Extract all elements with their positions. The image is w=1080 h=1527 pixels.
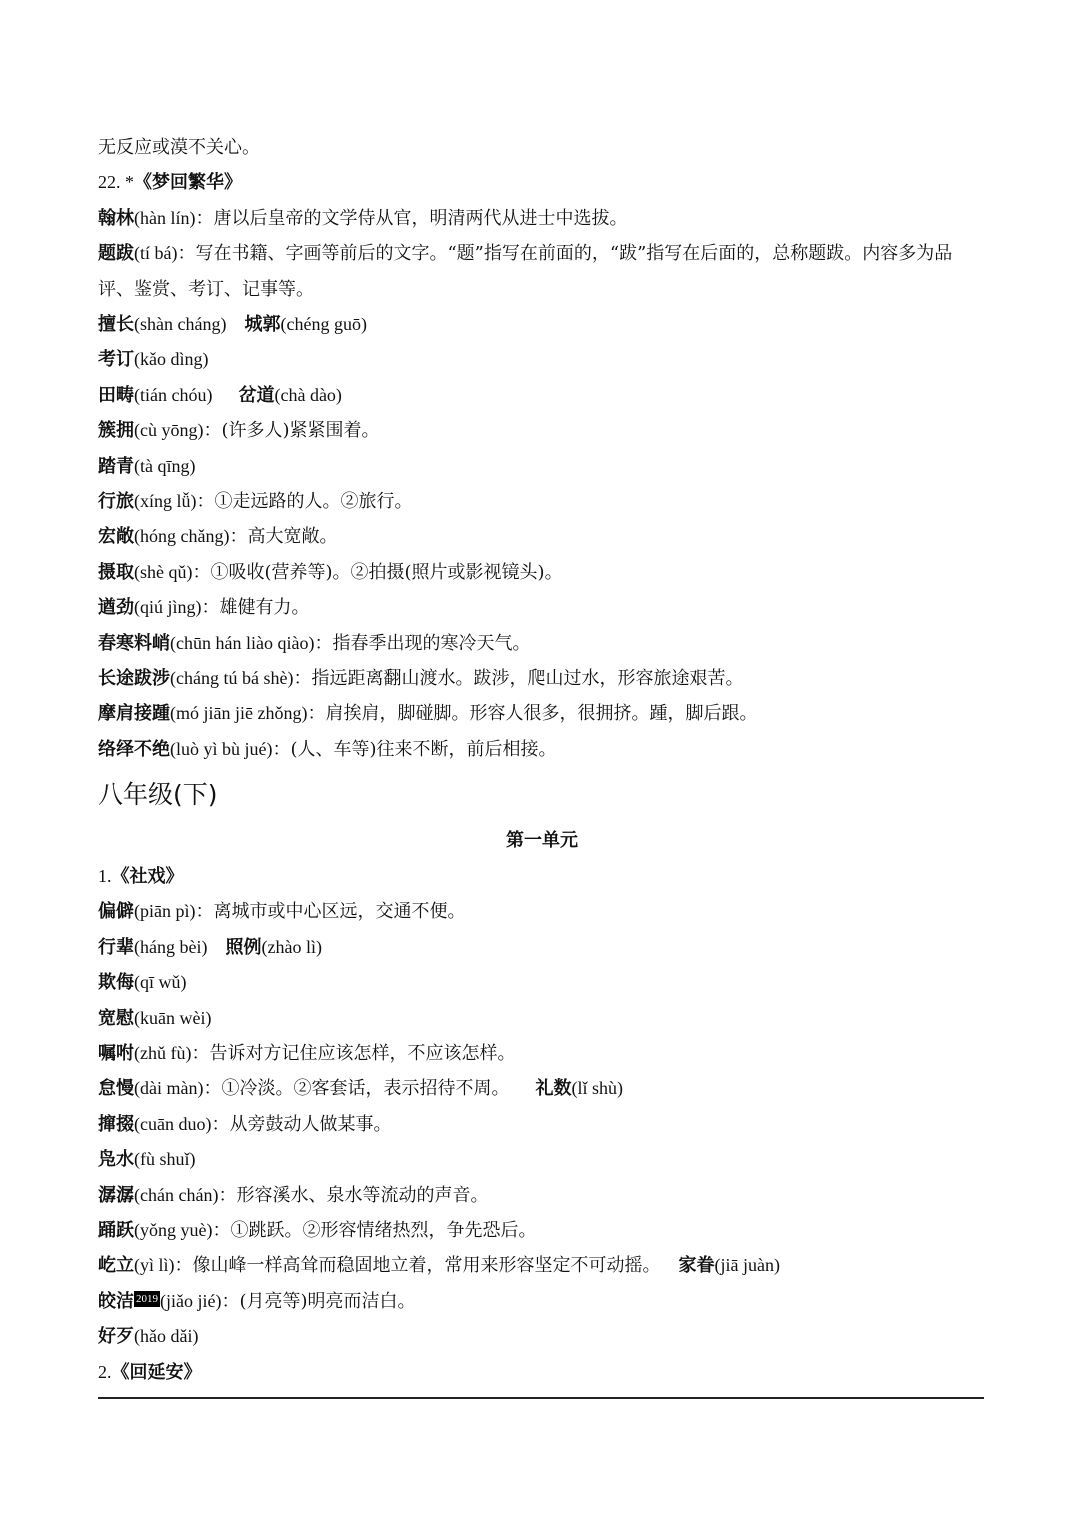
text-line: [98, 130, 986, 165]
document-page: [98, 130, 986, 1390]
vocab-entry: [98, 1213, 986, 1248]
lesson-title: 《社戏》: [111, 866, 184, 888]
vocab-word: 长途跋涉: [98, 667, 170, 689]
lesson-title: 《回延安》: [111, 1361, 202, 1383]
vocab-word: 皎洁: [98, 1290, 134, 1312]
definition-text: ：①吸收(营养等)。②拍摄(照片或影视镜头)。: [192, 561, 563, 583]
pinyin: (piān pì): [134, 901, 196, 922]
vocab-entry: [98, 1319, 986, 1354]
vocab-word: 考订: [98, 349, 134, 371]
pinyin: (xíng lǚ): [134, 490, 197, 511]
vocab-word: 岔道: [238, 384, 275, 406]
vocab-word: 屹立: [98, 1255, 134, 1277]
lesson-title: 《梦回繁华》: [134, 172, 242, 194]
vocab-entry: [98, 236, 986, 307]
pinyin: (yì lì): [134, 1255, 175, 1276]
lesson-heading: [98, 165, 986, 200]
definition-text: 无反应或漠不关心。: [98, 137, 260, 158]
pinyin: (fù shuǐ): [134, 1149, 196, 1170]
vocab-word: 宽慰: [98, 1007, 134, 1029]
vocab-word: 宏敞: [98, 526, 134, 548]
vocab-word: 照例: [225, 936, 262, 958]
vocab-word: 田畴: [98, 384, 134, 406]
pinyin: (lǐ shù): [571, 1078, 623, 1099]
vocab-word: 嘱咐: [98, 1043, 134, 1065]
vocab-word: 潺潺: [98, 1184, 134, 1206]
pinyin: (mó jiān jiē zhǒng): [170, 703, 308, 724]
definition-text: ：高大宽敞。: [229, 526, 338, 548]
vocab-entry: [98, 1142, 986, 1177]
pinyin: (qī wǔ): [134, 972, 187, 993]
vocab-entry: [98, 413, 986, 448]
pinyin: (qiú jìng): [134, 597, 202, 618]
vocab-word: 欺侮: [98, 972, 134, 994]
vocab-entry: [98, 449, 986, 484]
vocab-word: 遒劲: [98, 597, 134, 619]
pinyin: (jiǎo jié): [160, 1290, 222, 1311]
definition-text: ：①冷淡。②客套话，表示招待不周。: [203, 1078, 510, 1100]
pinyin: (chéng guō): [280, 313, 367, 334]
vocab-word: 簇拥: [98, 420, 134, 442]
pinyin: (hǎo dǎi): [134, 1326, 199, 1347]
pinyin: (luò yì bù jué): [170, 738, 273, 759]
vocab-entry: [98, 201, 986, 236]
pinyin: (cháng tú bá shè): [170, 667, 294, 688]
vocab-entry: [98, 1284, 986, 1319]
vocab-word: 行辈: [98, 936, 134, 958]
pinyin: (dài màn): [134, 1078, 204, 1099]
vocab-word: 擅长: [98, 313, 134, 335]
footer-divider: [98, 1397, 984, 1399]
vocab-word: 撺掇: [98, 1113, 134, 1135]
pinyin: (shàn cháng): [134, 313, 227, 334]
definition-text: ：雄健有力。: [201, 597, 310, 619]
year-badge: 2019: [136, 1292, 158, 1305]
vocab-word: 摄取: [98, 561, 134, 583]
pinyin: (chán chán): [134, 1184, 219, 1205]
vocab-entry: [98, 1036, 986, 1071]
definition-text: ：(人、车等)往来不断，前后相接。: [272, 738, 557, 760]
pinyin: (jiā juàn): [714, 1255, 780, 1276]
vocab-entry: [98, 894, 986, 929]
vocab-word: 络绎不绝: [98, 738, 170, 760]
vocab-entry: [98, 1001, 986, 1036]
vocab-word: 偏僻: [98, 901, 134, 923]
vocab-word: 怠慢: [98, 1078, 134, 1100]
definition-text: ：离城市或中心区远，交通不便。: [195, 901, 466, 923]
vocab-word: 行旅: [98, 490, 134, 512]
vocab-entry: [98, 378, 986, 413]
vocab-word: 家眷: [678, 1255, 715, 1277]
pinyin: (zhǔ fù): [134, 1043, 192, 1064]
vocab-entry: [98, 484, 986, 519]
vocab-word: 好歹: [98, 1326, 134, 1348]
vocab-word: 摩肩接踵: [98, 703, 170, 725]
vocab-word: 礼数: [535, 1078, 572, 1100]
vocab-entry: [98, 342, 986, 377]
vocab-entry: [98, 555, 986, 590]
lesson-number: 22. *: [98, 172, 134, 193]
vocab-word: 凫水: [98, 1149, 134, 1171]
definition-text: ：肩挨肩，脚碰脚。形容人很多，很拥挤。踵，脚后跟。: [307, 703, 758, 725]
vocab-entry: [98, 1071, 986, 1106]
pinyin: (hàn lín): [134, 207, 196, 228]
definition-text: ：从旁鼓动人做某事。: [211, 1113, 392, 1135]
vocab-word: 踊跃: [98, 1219, 134, 1241]
definition-text: ：(许多人)紧紧围着。: [203, 420, 380, 442]
pinyin: (tà qīng): [134, 455, 196, 476]
definition-text: ：像山峰一样高耸而稳固地立着，常用来形容坚定不可动摇。: [174, 1255, 661, 1277]
pinyin: (tí bá): [134, 243, 178, 264]
definition-text: ：①走远路的人。②旅行。: [196, 490, 413, 512]
pinyin: (cù yōng): [134, 420, 204, 441]
pinyin: (kǎo dìng): [134, 349, 209, 370]
definition-text: ：形容溪水、泉水等流动的声音。: [218, 1184, 489, 1206]
pinyin: (yǒng yuè): [134, 1219, 213, 1240]
definition-text: ：指远距离翻山渡水。跋涉，爬山过水，形容旅途艰苦。: [293, 667, 744, 689]
pinyin: (chà dào): [274, 384, 342, 405]
vocab-entry: [98, 965, 986, 1000]
pinyin: (shè qǔ): [134, 561, 193, 582]
vocab-word: 春寒料峭: [98, 632, 170, 654]
definition-text: ：①跳跃。②形容情绪热烈，争先恐后。: [212, 1219, 537, 1241]
unit-heading: 第一单元: [506, 830, 578, 852]
vocab-entry: [98, 519, 986, 554]
vocab-entry: [98, 307, 986, 342]
pinyin: (kuān wèi): [134, 1007, 212, 1028]
definition-text: ：(月亮等)明亮而洁白。: [221, 1290, 416, 1312]
vocab-word: 踏青: [98, 455, 134, 477]
definition-text: ：告诉对方记住应该怎样，不应该怎样。: [191, 1043, 516, 1065]
pinyin: (zhào lì): [261, 936, 322, 957]
vocab-entry: [98, 930, 986, 965]
vocab-entry: [98, 590, 986, 625]
vocab-word: 翰林: [98, 207, 134, 229]
definition-text: ：唐以后皇帝的文学侍从官，明清两代从进士中选拔。: [195, 207, 628, 229]
vocab-entry: [98, 1248, 986, 1283]
pinyin: (cuān duo): [134, 1113, 212, 1134]
lesson-number: 2.: [98, 1361, 112, 1382]
vocab-word: 题跋: [98, 243, 134, 265]
vocab-entry: [98, 696, 986, 731]
pinyin: (tián chóu): [134, 384, 213, 405]
pinyin: (chūn hán liào qiào): [170, 632, 315, 653]
pinyin: (hóng chǎng): [134, 526, 230, 547]
vocab-entry: [98, 1178, 986, 1213]
vocab-word: 城郭: [244, 313, 281, 335]
vocab-entry: [98, 1107, 986, 1142]
pinyin: (háng bèi): [134, 936, 208, 957]
grade-heading: 八年级(下): [98, 780, 218, 810]
lesson-heading: [98, 1355, 986, 1390]
vocab-entry: [98, 732, 986, 767]
vocab-entry: [98, 626, 986, 661]
lesson-heading: [98, 859, 986, 894]
definition-text: ：指春季出现的寒冷天气。: [314, 632, 531, 654]
lesson-number: 1.: [98, 866, 112, 887]
definition-text: ：写在书籍、字画等前后的文字。“题”指写在前面的，“跋”指写在后面的，总称题跋。内容多为品评、鉴赏、考订、记事等。: [98, 243, 953, 300]
vocab-entry: [98, 661, 986, 696]
